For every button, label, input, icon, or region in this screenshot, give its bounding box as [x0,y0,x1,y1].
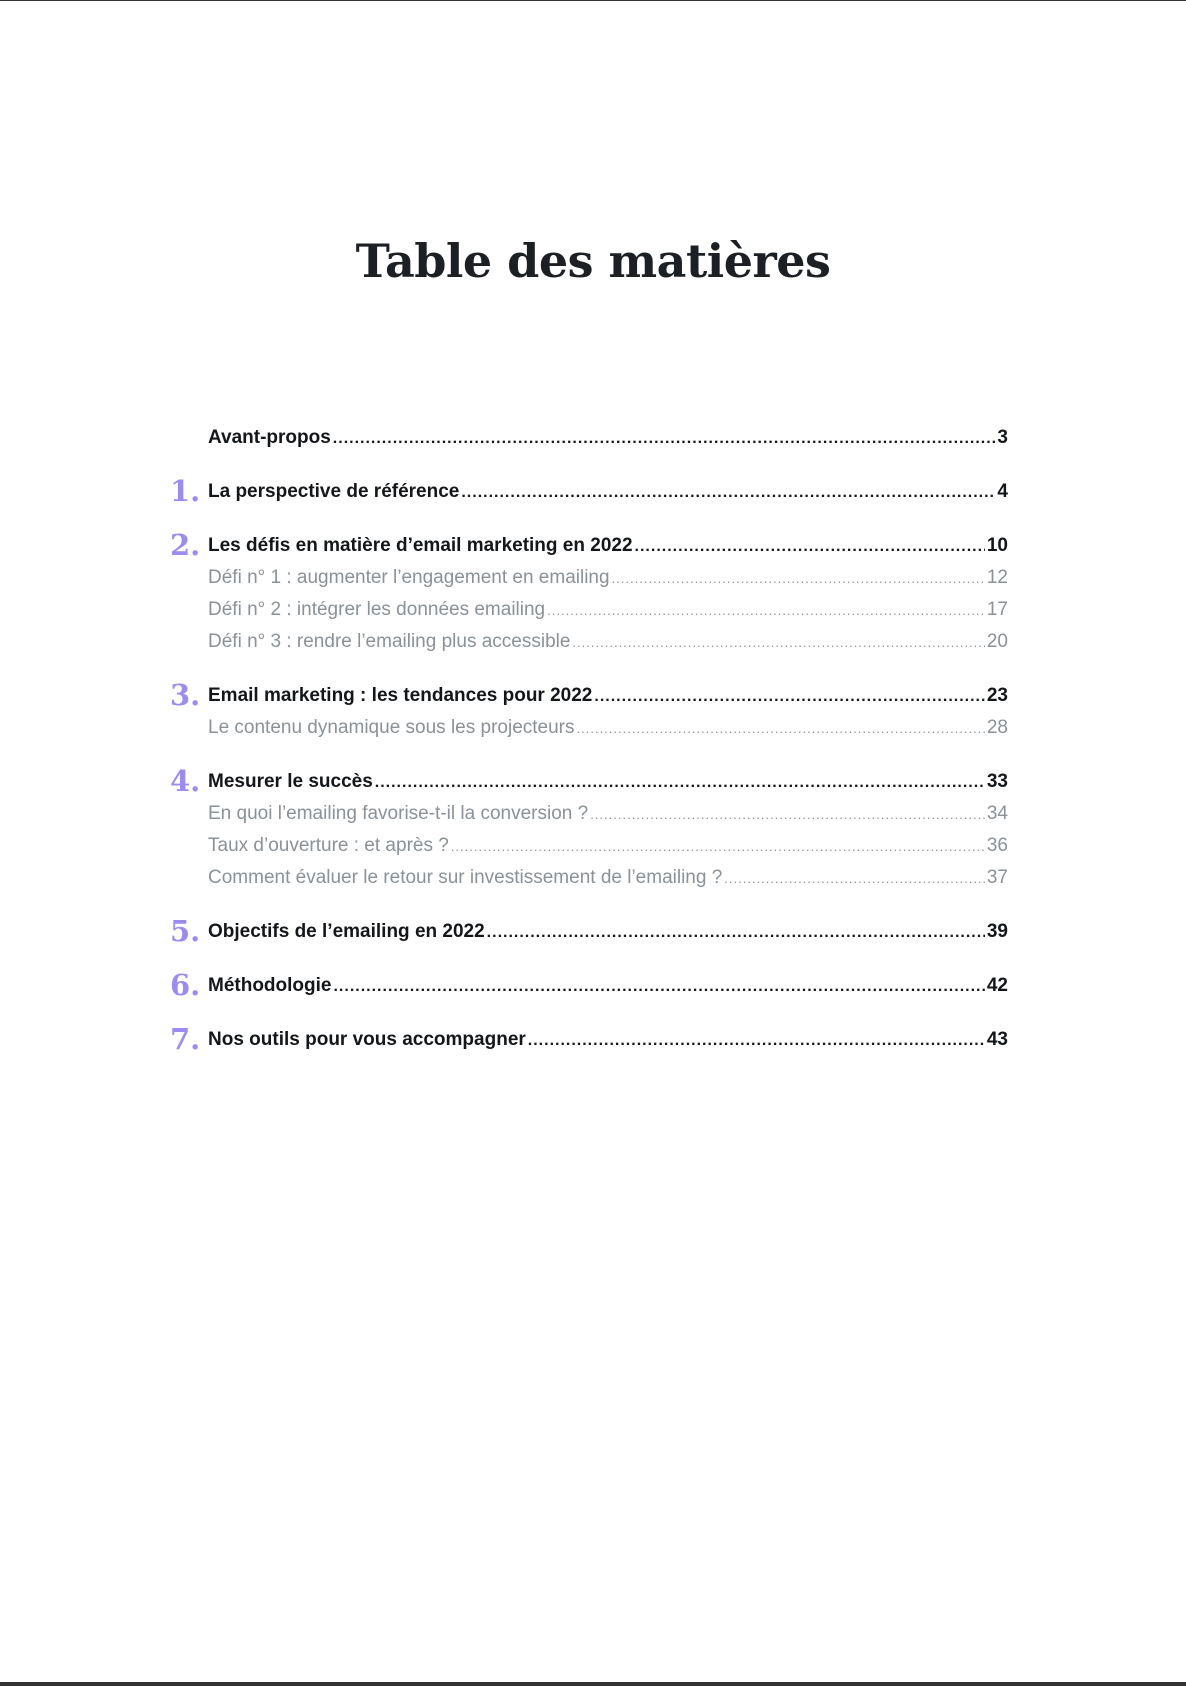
subentry-label: En quoi l’emailing favorise-t-il la conversion ? [208,803,589,824]
toc-subentry[interactable] [170,562,1008,594]
page-number: 39 [986,921,1008,942]
section-number: 6. [170,968,201,1002]
toc-subentry[interactable] [170,712,1008,744]
toc-entry[interactable] [170,476,1008,508]
section-number: 7. [170,1022,201,1056]
page-title: Table des matières [355,234,831,288]
entry-label: Avant-propos [208,427,331,448]
toc-section-6 [170,970,1008,1002]
toc-entry[interactable] [170,422,1008,454]
toc-entry[interactable] [170,1024,1008,1056]
toc-entry[interactable] [170,530,1008,562]
page-number: 10 [986,535,1008,556]
toc-section-4 [170,766,1008,894]
toc-subentry[interactable] [170,626,1008,658]
section-number: 3. [170,678,201,712]
subentry-label: Le contenu dynamique sous les projecteurs [208,717,575,738]
entry-label: Méthodologie [208,975,332,996]
page-number: 37 [986,867,1008,888]
toc-section-3 [170,680,1008,744]
page-number: 12 [986,567,1008,588]
dot-leader [577,713,985,745]
entry-label: Objectifs de l’emailing en 2022 [208,921,485,942]
dot-leader [375,767,985,799]
page-number: 4 [997,481,1008,502]
page-number: 3 [997,427,1008,448]
table-of-contents [170,422,1008,1078]
bottom-border [0,1682,1186,1686]
dot-leader [572,627,984,659]
section-number: 2. [170,528,201,562]
dot-leader [590,799,985,831]
subentry-label: Défi n° 2 : intégrer les données emailing [208,599,546,620]
page-number: 23 [986,685,1008,706]
dot-leader [487,917,985,949]
page-number: 34 [986,803,1008,824]
entry-label: La perspective de référence [208,481,460,502]
toc-entry[interactable] [170,680,1008,712]
toc-section-2 [170,530,1008,658]
dot-leader [547,595,985,627]
toc-entry[interactable] [170,970,1008,1002]
dot-leader [333,971,984,1003]
dot-leader [635,531,985,563]
entry-label: Email marketing : les tendances pour 2022 [208,685,593,706]
page-number: 36 [986,835,1008,856]
page-number: 33 [986,771,1008,792]
entry-label: Les défis en matière d’email marketing en 2022 [208,535,633,556]
page-number: 20 [986,631,1008,652]
toc-section-avant-propos [170,422,1008,454]
page-number: 42 [986,975,1008,996]
toc-entry[interactable] [170,916,1008,948]
subentry-label: Défi n° 1 : augmenter l’engagement en emailing [208,567,610,588]
dot-leader [594,681,984,713]
toc-subentry[interactable] [170,798,1008,830]
dot-leader [451,831,985,863]
dot-leader [333,423,996,455]
dot-leader [724,863,985,895]
toc-section-5 [170,916,1008,948]
dot-leader [528,1025,985,1057]
subentry-label: Défi n° 3 : rendre l’emailing plus accessible [208,631,571,652]
entry-label: Nos outils pour vous accompagner [208,1029,526,1050]
dot-leader [612,563,985,595]
top-border [0,0,1186,1]
toc-section-1 [170,476,1008,508]
toc-section-7 [170,1024,1008,1056]
section-number: 4. [170,764,201,798]
subentry-label: Taux d’ouverture : et après ? [208,835,449,856]
toc-subentry[interactable] [170,830,1008,862]
page-number: 28 [986,717,1008,738]
page-number: 43 [986,1029,1008,1050]
subentry-label: Comment évaluer le retour sur investissement de l’emailing ? [208,867,723,888]
entry-label: Mesurer le succès [208,771,373,792]
dot-leader [461,477,995,509]
toc-subentry[interactable] [170,594,1008,626]
toc-entry[interactable] [170,766,1008,798]
section-number: 5. [170,914,201,948]
section-number: 1. [170,474,201,508]
toc-subentry[interactable] [170,862,1008,894]
page-number: 17 [986,599,1008,620]
